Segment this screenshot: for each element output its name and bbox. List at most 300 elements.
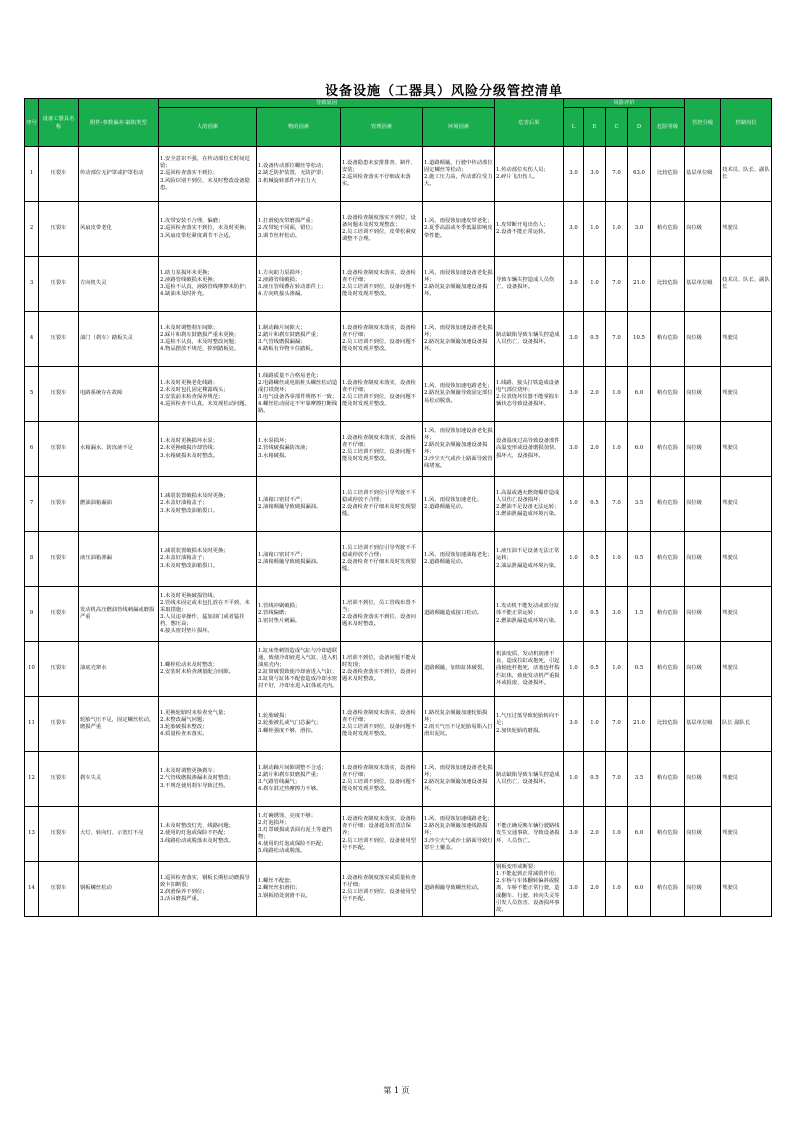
cell-object-factor (257, 367, 341, 422)
cell-line: 4.巡回检查不认真，未发现松动问题。 (160, 401, 250, 408)
cell-equipment-name: 压裂车 (39, 367, 79, 422)
cell-line: 2.碎片飞出伤人。 (496, 174, 539, 180)
cell-L: 1.0 (564, 587, 584, 642)
cell-management-factor (341, 422, 423, 477)
cell-line: 制动缺陷导致车辆失控造成人员伤亡、设备损坏。 (496, 771, 560, 785)
cell-line: 3.未及时整改油箱裂口。 (160, 507, 219, 514)
cell-line: 2.螺丝丝扣滑扣； (258, 885, 301, 892)
cell-line: 1.方向助力泵损坏； (258, 269, 306, 276)
cell-line: 2.缸筒破裂致使冷却液进入气缸； (258, 669, 338, 675)
cell-line: 2.路况复杂颠簸加速线路损坏； (424, 823, 488, 837)
cell-line: 3.液压管线叠在转动部件上； (258, 284, 327, 290)
cell-E: 2.0 (584, 367, 606, 422)
header-D: D (628, 108, 651, 147)
cell-line: 1.线路质量不合格易老化； (258, 372, 322, 379)
cell-line: 3.水箱破损未及时整改。 (160, 452, 219, 459)
cell-line: 钢板变形或断裂： (496, 864, 539, 871)
cell-defect-type: 大灯、转向灯、示宽灯不亮 (79, 807, 159, 862)
cell-line: 道路颠簸造成接口松动。 (424, 610, 483, 617)
cell-seq: 3 (25, 257, 39, 312)
table-row (25, 752, 772, 807)
cell-C: 7.0 (606, 147, 628, 202)
cell-line: 1.风、雨侵蚀加速线路老化； (424, 816, 493, 823)
cell-line: 2.员工培训不到位，设备问题不能及时发现并整改。 (342, 724, 416, 738)
cell-line: 2.电路螺丝或电瓶桩头螺丝松动造成打铁烧坏； (258, 379, 338, 393)
cell-line: 1.液压油不足设备无法正常运转； (496, 548, 560, 562)
cell-line: 1.设备检查制度未落实，设备检查不仔细； (342, 379, 416, 393)
header-env: 环境因素 (423, 108, 495, 147)
cell-line: 1.轮胎破损； (258, 713, 290, 720)
cell-consequence (495, 587, 564, 642)
cell-control-unit: 技术员、队长、副队长 (721, 147, 772, 202)
cell-L: 3.0 (564, 147, 584, 202)
cell-E: 2.0 (584, 862, 606, 917)
cell-D: 6.0 (628, 862, 651, 917)
cell-E: 0.5 (584, 312, 606, 367)
cell-line: 1.未及时更换破损管线； (160, 592, 219, 599)
cell-seq: 12 (25, 752, 39, 807)
cell-control-level: 岗位级 (685, 752, 721, 807)
header-seq: 序号 (25, 99, 39, 147)
cell-line: 道路颠簸，加快缸体破裂。 (424, 665, 488, 672)
table-row (25, 257, 772, 312)
cell-seq: 13 (25, 807, 39, 862)
cell-line: 1.设备检查制度未落实，设备检查不仔细； (342, 434, 416, 448)
cell-line: 1.未及时更换老化线路； (160, 379, 219, 386)
cell-L: 3.0 (564, 367, 584, 422)
cell-equipment-name: 压裂车 (39, 807, 79, 862)
cell-control-unit: 驾驶员 (721, 422, 772, 477)
cell-object-factor (257, 202, 341, 257)
cell-object-factor (257, 862, 341, 917)
cell-environment-factor (423, 862, 495, 917)
cell-line: 2.员工培训不到位，设备问题不能及时发现并整改。 (342, 284, 416, 298)
cell-L: 3.0 (564, 257, 584, 312)
cell-human-factor (159, 807, 257, 862)
cell-defect-type: 油底壳窜水 (79, 642, 159, 697)
cell-defect-type: 电路系统存在故障 (79, 367, 159, 422)
cell-line: 2.未盖好油箱盖子； (160, 555, 208, 562)
cell-object-factor (257, 257, 341, 312)
cell-line: 1.道路颠簸，行驶中传动部位固定螺丝等松动； (424, 159, 493, 173)
header-control-level: 管控分级 (685, 99, 721, 147)
cell-consequence (495, 312, 564, 367)
cell-line: 1.设备检查制度未落实，设备检查不仔细；设备超及时清洁保养； (342, 816, 416, 837)
cell-consequence (495, 257, 564, 312)
cell-defect-type: 发动机高压燃油管线刺漏或磨损严重 (79, 587, 159, 642)
cell-line: 2.路况复杂颠簸加速设备损坏。 (424, 779, 488, 793)
cell-control-level: 基层单位级 (685, 257, 721, 312)
cell-L: 3.0 (564, 202, 584, 257)
cell-line: 2.员工培训不到位，设备问题不能及时发现并整改。 (342, 779, 416, 793)
cell-line: 1.未及时调整刹车间隙； (160, 324, 219, 331)
cell-D: 6.0 (628, 422, 651, 477)
cell-defect-type: 风扇皮带老化 (79, 202, 159, 257)
cell-line: 2.设备不能正常运转。 (496, 229, 549, 235)
cell-line: 3.缸筒与缸体不配套造成冷却水密封不好，冷却水进入缸体底壳内。 (258, 676, 338, 690)
cell-line: 1.风、雨侵蚀加速油箱老化； (424, 551, 493, 558)
cell-control-level: 岗位级 (685, 807, 721, 862)
cell-D: 21.0 (628, 257, 651, 312)
cell-line: 2.灯泡损坏； (258, 819, 290, 826)
cell-line: 1.设备检查制度未落实，设备检查不仔细； (342, 709, 416, 723)
cell-line: 1.灯碗锈蚀，亮度不够； (258, 812, 317, 819)
cell-environment-factor (423, 147, 495, 202)
cell-line: 3.线路松动或脱落未及时整改。 (160, 837, 234, 844)
cell-L: 3.0 (564, 312, 584, 367)
cell-line: 3.密封垫片刺漏。 (258, 617, 301, 624)
cell-line: 1.风、雨侵蚀加速设备老化损坏； (424, 269, 493, 283)
cell-defect-type: 传动部位无护罩或护罩松动 (79, 147, 159, 202)
cell-control-unit: 驾驶员 (721, 202, 772, 257)
header-L: L (564, 108, 584, 147)
cell-line: 2.管线未固定或未包扎放在不平到，未采取措施； (160, 599, 250, 613)
header-cause-group: 导致原因 (159, 99, 495, 108)
cell-consequence (495, 752, 564, 807)
cell-line: 2.巡回检查落实不到位； (160, 170, 219, 177)
cell-seq: 2 (25, 202, 39, 257)
cell-line: 2.液路管线破损； (258, 276, 301, 283)
cell-line: 2.管线破损漏防冻液； (258, 445, 311, 452)
cell-human-factor (159, 312, 257, 367)
cell-equipment-name: 压裂车 (39, 477, 79, 532)
cell-line: 3.巡检不认真，液路管线摩擦未防护； (160, 284, 250, 290)
cell-line: 1.培训不到位，员工管线布置不当； (342, 599, 416, 613)
cell-L: 3.0 (564, 422, 584, 477)
cell-line: 3.巡检不认真，未及时整改问题； (160, 339, 240, 345)
table-row (25, 202, 772, 257)
cell-seq: 9 (25, 587, 39, 642)
cell-risk-level: 稍有危险 (651, 532, 685, 587)
cell-object-factor (257, 147, 341, 202)
cell-line: 1.气压过低导致轮胎转向不足； (496, 713, 560, 727)
cell-object-factor (257, 422, 341, 477)
cell-line: 3.风扇皮带松紧度调节不合适。 (160, 232, 234, 239)
cell-environment-factor (423, 477, 495, 532)
cell-line: 2.员工培训不到位，皮带松紧度调整不合理。 (342, 229, 416, 243)
cell-management-factor (341, 532, 423, 587)
cell-risk-level: 稍有危险 (651, 807, 685, 862)
cell-line: 1.皮带安装不合理，偏磨； (160, 218, 224, 225)
cell-object-factor (257, 642, 341, 697)
cell-seq: 8 (25, 532, 39, 587)
header-part: 附件-参数偏差-缺陷类型 (79, 99, 159, 147)
cell-C: 7.0 (606, 697, 628, 752)
cell-control-level: 岗位级 (685, 422, 721, 477)
cell-line: 4.质量检查未落实。 (160, 731, 208, 738)
cell-defect-type: 刹车失灵 (79, 752, 159, 807)
cell-line: 1.未及时整改灯光、线路问题； (160, 823, 234, 830)
cell-environment-factor (423, 202, 495, 257)
cell-line: 1.打滑使皮带磨损严重； (258, 218, 317, 225)
table-body (25, 147, 772, 917)
cell-E: 1.0 (584, 202, 606, 257)
cell-D: 6.0 (628, 807, 651, 862)
cell-control-level: 岗位级 (685, 642, 721, 697)
cell-environment-factor (423, 752, 495, 807)
cell-control-unit: 驾驶员 (721, 477, 772, 532)
cell-line: 3.人员违章操作，猛加油门或者猛挂档，憋压高； (160, 614, 245, 628)
cell-line: 2.巡回检查落实不到位，未及时更换； (160, 225, 250, 232)
cell-line: 4.螺丝松动固定不牢靠摩擦打断线路。 (258, 401, 338, 415)
cell-seq: 5 (25, 367, 39, 422)
cell-D: 1.5 (628, 587, 651, 642)
cell-line: 4.接头密封垫片损坏。 (160, 628, 213, 635)
header-E: E (584, 108, 606, 147)
cell-risk-level: 稍有危险 (651, 752, 685, 807)
cell-C: 1.0 (606, 862, 628, 917)
cell-equipment-name: 压裂车 (39, 862, 79, 917)
cell-equipment-name: 压裂车 (39, 752, 79, 807)
cell-line: 4.方向机接头渗漏。 (258, 291, 306, 298)
cell-line: 5.线路松动或脱落。 (258, 848, 306, 855)
cell-line: 2.未及时包扎固定裸露线头； (160, 386, 229, 393)
cell-seq: 7 (25, 477, 39, 532)
cell-consequence (495, 477, 564, 532)
cell-line: 1.设备检查制度未落实，设备检查不仔细； (342, 764, 416, 778)
cell-line: 1.未及时更换损坏水泵； (160, 438, 219, 445)
cell-consequence (495, 367, 564, 422)
cell-L: 1.0 (564, 477, 584, 532)
cell-management-factor (341, 697, 423, 752)
cell-E: 0.5 (584, 477, 606, 532)
cell-defect-type: 钢板螺丝松动 (79, 862, 159, 917)
cell-management-factor (341, 367, 423, 422)
cell-line: 3.安装前未检查保养规范； (160, 394, 224, 400)
cell-line: 2.路况复杂颠簸加速设备损坏； (424, 441, 488, 455)
cell-line: 2.油箱颠簸导致破损漏油。 (258, 504, 322, 510)
cell-line: 2.润滑保养不到位； (160, 889, 208, 895)
cell-line: 1.风、雨侵蚀加速设备老化损坏； (424, 427, 493, 441)
cell-consequence (495, 147, 564, 202)
cell-line: 1.水泵损坏； (258, 438, 290, 445)
header-name: 设备工器具名称 (39, 99, 79, 147)
cell-human-factor (159, 422, 257, 477)
cell-line: 1.安全意识不强，在传动部位长时间逗留； (160, 156, 250, 170)
cell-line: 2.使用的灯泡或保险不匹配； (160, 830, 229, 837)
cell-line: 3.沙尘天气或沙土路面导致管线堵塞。 (424, 456, 493, 470)
cell-line: 3.未及时整改油箱裂口。 (160, 562, 219, 569)
cell-risk-level: 稍有危险 (651, 642, 685, 697)
cell-risk-level: 稍有危险 (651, 422, 685, 477)
cell-consequence (495, 532, 564, 587)
cell-risk-level: 稍有危险 (651, 477, 685, 532)
cell-control-unit: 驾驶员 (721, 587, 772, 642)
cell-line: 3.气路管线漏气； (258, 779, 301, 785)
cell-line: 1.制动蹄片间隙调整不合适； (258, 764, 327, 771)
cell-line: 2.轮胎被扎或气门芯漏气； (258, 720, 322, 727)
cell-defect-type: 轮胎气压不足，固定螺丝松动，磨损严重 (79, 697, 159, 752)
table-row (25, 807, 772, 862)
cell-object-factor (257, 807, 341, 862)
cell-line: 1.助力泵损坏未更换； (160, 269, 213, 276)
cell-D: 0.5 (628, 642, 651, 697)
cell-line: 2.路况复杂颠簸加速设备损坏。 (424, 284, 488, 298)
cell-consequence (495, 202, 564, 257)
cell-L: 3.0 (564, 807, 584, 862)
cell-human-factor (159, 477, 257, 532)
cell-defect-type: 液压油箱渗漏 (79, 532, 159, 587)
cell-equipment-name: 压裂车 (39, 642, 79, 697)
cell-E: 0.5 (584, 532, 606, 587)
cell-line: 1.风、雨侵蚀加速电路老化； (424, 383, 493, 390)
cell-line: 2.油品泄漏造成环境污染。 (496, 562, 560, 569)
cell-line: 1.缸床垫刺毁造成气缸与冷却道联通，致使冷却液进入气缸，进入机油底壳内； (258, 647, 338, 668)
cell-line: 1.高温或遇火燃烧爆炸造成人员伤亡设备损坏； (496, 489, 560, 503)
cell-object-factor (257, 532, 341, 587)
cell-line: 2.路况复杂颠簸导致固定部位易松动脱落。 (424, 390, 493, 404)
cell-line: 1.螺丝不配套； (258, 878, 295, 885)
header-mgmt: 管理因素 (341, 108, 423, 147)
cell-human-factor (159, 257, 257, 312)
cell-E: 1.0 (584, 697, 606, 752)
table-row (25, 312, 772, 367)
cell-line: 2.巡回检查落实不仔细或未落实。 (342, 174, 411, 188)
cell-risk-level: 稍有危险 (651, 587, 685, 642)
cell-defect-type: 方向机失灵 (79, 257, 159, 312)
cell-environment-factor (423, 312, 495, 367)
cell-line: 机油变质，发动机润滑不良，造成拉缸或抱死，引起曲轴连杆抱死，活塞连杆捣烂缸体，致使发动机严重损坏或报废，设备损坏。 (496, 651, 560, 686)
cell-C: 3.0 (606, 587, 628, 642)
cell-management-factor (341, 862, 423, 917)
cell-line: 1.设备检查制度落实或质量检查不仔细； (342, 874, 416, 888)
cell-L: 1.0 (564, 532, 584, 587)
cell-human-factor (159, 532, 257, 587)
cell-risk-level: 稍有危险 (651, 312, 685, 367)
cell-environment-factor (423, 587, 495, 642)
cell-object-factor (257, 477, 341, 532)
table-row (25, 422, 772, 477)
cell-defect-type: 水箱漏水、防冻液不足 (79, 422, 159, 477)
cell-control-level: 基层单位级 (685, 697, 721, 752)
cell-line: 2.燃油不足设备无法运转； (496, 504, 560, 510)
cell-line: 1.设备检查制度未落实，设备检查不仔细； (342, 269, 416, 283)
cell-C: 1.0 (606, 642, 628, 697)
cell-management-factor (341, 752, 423, 807)
table-row (25, 477, 772, 532)
cell-seq: 6 (25, 422, 39, 477)
cell-object-factor (257, 587, 341, 642)
risk-table (24, 98, 772, 917)
cell-defect-type: 油门（刹车）踏板失灵 (79, 312, 159, 367)
cell-D: 3.0 (628, 202, 651, 257)
cell-line: 2.加快轮胎的磨损。 (496, 727, 544, 734)
cell-risk-level: 比较危险 (651, 697, 685, 752)
cell-D: 63.0 (628, 147, 651, 202)
cell-line: 3.机械旋转部件冲击力大 (258, 177, 317, 184)
cell-line: 2.道路颠簸晃动。 (424, 559, 467, 565)
cell-line: 1.油箱口密封不严； (258, 551, 306, 558)
cell-E: 0.5 (584, 642, 606, 697)
cell-line: 1.设备隐患未安排排查、制作、安装； (342, 159, 416, 173)
cell-C: 1.0 (606, 807, 628, 862)
cell-consequence (495, 642, 564, 697)
cell-line: 2.踩片和刹车鼓磨损严重未更换； (160, 331, 240, 338)
cell-human-factor (159, 587, 257, 642)
cell-line: 2.夏季高温或冬季低温影响皮带性能。 (424, 225, 493, 239)
cell-line: 3.调节丝杆松动。 (258, 232, 301, 239)
cell-equipment-name: 压裂车 (39, 202, 79, 257)
cell-line: 2.施工压力高，传动部位受力大。 (424, 174, 493, 188)
cell-line: 设备温度过高导致设备部件高温变形或设备磨损加快，损坏大，设备损坏。 (496, 438, 560, 459)
cell-line: 2.设备检查不仔细未及时发现裂缝。 (342, 559, 416, 573)
cell-line: 1.传动部位夹伤人员； (496, 166, 549, 173)
cell-management-factor (341, 147, 423, 202)
cell-line: 1.风、雨侵蚀加速老化； (424, 496, 483, 503)
cell-risk-level: 比较危险 (651, 147, 685, 202)
cell-management-factor (341, 257, 423, 312)
cell-management-factor (341, 312, 423, 367)
cell-line: 4.使用的灯泡或保险不匹配； (258, 841, 327, 848)
cell-risk-level: 稍有危险 (651, 862, 685, 917)
cell-line: 3.水箱破损。 (258, 452, 290, 459)
cell-line: 2.设备检查落实不到位，设备问题未及时整改。 (342, 614, 416, 628)
table-row (25, 367, 772, 422)
cell-D: 6.0 (628, 367, 651, 422)
cell-defect-type: 燃油油箱漏油 (79, 477, 159, 532)
cell-control-unit: 驾驶员 (721, 752, 772, 807)
cell-equipment-name: 压裂车 (39, 697, 79, 752)
cell-line: 3.灯罩破损或表面有泥土等遮挡物； (258, 826, 332, 840)
cell-C: 7.0 (606, 752, 628, 807)
cell-line: 2.道路颠簸晃动。 (424, 504, 467, 510)
cell-line: 3.活吊磨损严重。 (160, 896, 203, 903)
cell-management-factor (341, 477, 423, 532)
cell-line: 导致车辆失控造成人员伤亡、设备损坏。 (496, 276, 555, 290)
cell-D: 3.5 (628, 752, 651, 807)
cell-management-factor (341, 202, 423, 257)
cell-line: 1.减震装置破损未及时更换； (160, 493, 229, 500)
cell-seq: 11 (25, 697, 39, 752)
cell-line: 1.制动蹄片间隙大； (258, 324, 306, 331)
cell-line: 2.员工培训不到位，设备问题不能及时发现并整改。 (342, 449, 416, 463)
cell-D: 21.0 (628, 697, 651, 752)
cell-control-unit: 驾驶员 (721, 642, 772, 697)
cell-line: 2.仪表烧坏仪器不能掌握车辆状态导致设备损坏。 (496, 394, 560, 408)
cell-line: 2.设备检查不仔细未及时发现裂缝。 (342, 504, 416, 518)
page-number: 第 1 页 (383, 1086, 410, 1095)
cell-C: 1.0 (606, 202, 628, 257)
cell-line: 2.皮带轮不同面，错位； (258, 225, 317, 232)
cell-line: 1.路况复杂颠簸加速轮胎损坏； (424, 709, 488, 723)
cell-control-unit: 驾驶员 (721, 367, 772, 422)
cell-control-level: 岗位级 (685, 312, 721, 367)
cell-environment-factor (423, 367, 495, 422)
cell-line: 道路颠簸导致螺丝松动。 (424, 885, 483, 892)
cell-management-factor (341, 807, 423, 862)
cell-line: 1.皮带断开甩出伤人； (496, 221, 549, 228)
cell-C: 1.0 (606, 532, 628, 587)
cell-line: 2.未盖好油箱盖子； (160, 500, 208, 507)
cell-control-level: 岗位级 (685, 202, 721, 257)
cell-line: 3.螺栓强度不够，滑扣。 (258, 727, 317, 734)
cell-human-factor (159, 862, 257, 917)
header-level: 危险等级 (651, 108, 685, 147)
cell-line: 1.更换轮胎时未检查充气量； (160, 709, 229, 716)
cell-line: 1.减震装置破损未及时更换； (160, 548, 229, 555)
cell-line: 1.螺栓松动未及时整改； (160, 661, 219, 668)
cell-E: 2.0 (584, 422, 606, 477)
cell-L: 3.0 (564, 862, 584, 917)
cell-line: 2.未整改漏气问题； (160, 716, 208, 723)
cell-C: 7.0 (606, 477, 628, 532)
cell-consequence (495, 862, 564, 917)
cell-line: 3.钢板销处润滑不良。 (258, 892, 311, 899)
cell-equipment-name: 压裂车 (39, 147, 79, 202)
cell-control-unit: 驾驶员 (721, 807, 772, 862)
cell-human-factor (159, 147, 257, 202)
cell-line: 3.沙尘天气或沙土路面导致灯罩尘土覆盖。 (424, 837, 493, 851)
